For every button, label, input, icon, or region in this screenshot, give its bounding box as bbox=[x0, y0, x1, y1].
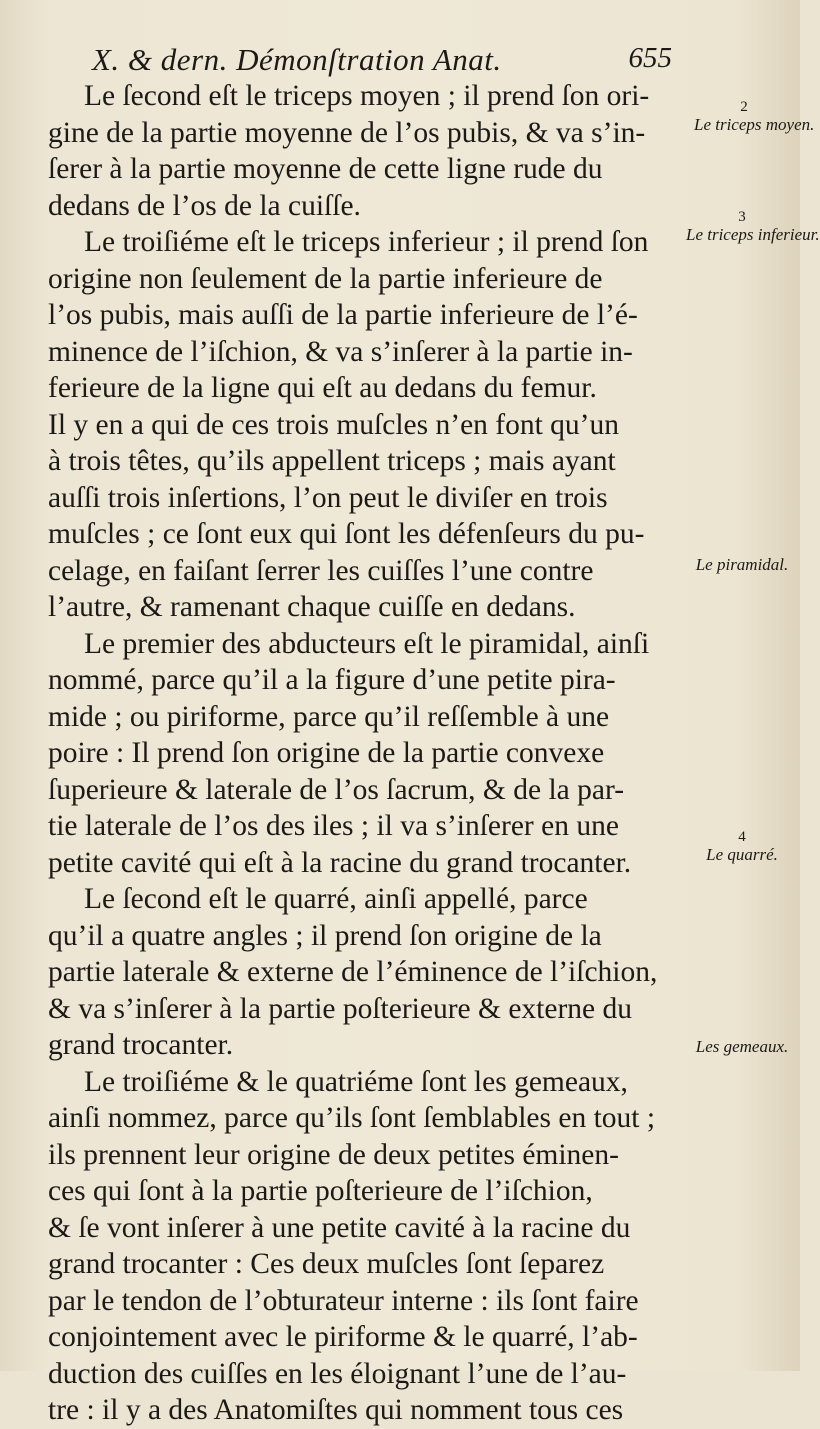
text-line: l’autre, & ramenant chaque cuiſſe en dedans. bbox=[48, 591, 576, 623]
text-line: auſſi trois inſertions, l’on peut le diviſer en trois bbox=[48, 481, 608, 514]
text-line: & va s’inſerer à la partie poſterieure & externe du bbox=[48, 992, 632, 1025]
text-line: Le ſecond eſt le quarré, ainſi appellé, parce bbox=[84, 883, 588, 915]
text-line: duction des cuiſſes en les éloignant l’une de l’au- bbox=[48, 1357, 627, 1390]
text-line: Le troiſiéme & le quatriéme ſont les gemeaux, bbox=[84, 1065, 628, 1098]
text-line: Le premier des abducteurs eſt le piramidal, ainſi bbox=[84, 627, 650, 660]
margin-note-number: 3 bbox=[738, 209, 746, 225]
text-line: mide ; ou piriforme, parce qu’il reſſemble à une bbox=[48, 700, 610, 733]
margin-note bbox=[688, 1038, 796, 1056]
text-line: Il y en a qui de ces trois muſcles n’en font qu’un bbox=[48, 408, 620, 441]
margin-note-label: Le triceps inferieur. bbox=[686, 225, 820, 244]
text-line: ainſi nommez, parce qu’ils ſont ſemblables en tout ; bbox=[48, 1102, 656, 1134]
text-line: à trois têtes, qu’ils appellent triceps ; mais ayant bbox=[48, 445, 616, 477]
text-line: ſuperieure & laterale de l’os ſacrum, & de la par- bbox=[48, 773, 625, 806]
text-line: ces qui ſont à la partie poſterieure de l’iſchion, bbox=[48, 1175, 593, 1207]
text-line: minence de l’iſchion, & va s’inſerer à la partie in- bbox=[48, 335, 633, 368]
text-line: Le ſecond eſt le triceps moyen ; il prend ſon ori- bbox=[84, 80, 650, 112]
page-header bbox=[92, 42, 672, 82]
text-line: petite cavité qui eſt à la racine du grand trocanter. bbox=[48, 846, 632, 879]
text-line: & ſe vont inſerer à une petite cavité à la racine du bbox=[48, 1211, 631, 1244]
margin-note bbox=[686, 208, 820, 244]
text-line: muſcles ; ce ſont eux qui ſont les défenſeurs du pu- bbox=[48, 518, 645, 550]
text-line: nommé, parce qu’il a la figure d’une petite pira- bbox=[48, 664, 616, 696]
text-line: grand trocanter. bbox=[48, 1029, 234, 1061]
text-line: Le troiſiéme eſt le triceps inferieur ; il prend ſon bbox=[84, 226, 649, 258]
margin-note bbox=[694, 98, 815, 134]
margin-note bbox=[690, 828, 794, 864]
margin-note-label: Le piramidal. bbox=[695, 555, 789, 574]
margin-note-label: Le triceps moyen. bbox=[694, 115, 815, 134]
margin-note-number: 4 bbox=[738, 829, 746, 845]
text-line: partie laterale & externe de l’éminence de l’iſchion, bbox=[48, 956, 658, 988]
text-line: gine de la partie moyenne de l’os pubis, & va s’in- bbox=[48, 116, 646, 149]
text-line: poire : Il prend ſon origine de la partie convexe bbox=[48, 737, 605, 769]
text-line: ferieure de la ligne qui eſt au dedans du femur. bbox=[48, 372, 597, 404]
text-line: conjointement avec le piriforme & le quarré, l’ab- bbox=[48, 1321, 638, 1353]
page-number: 655 bbox=[628, 42, 672, 74]
text-line: ils prennent leur origine de deux petites éminen- bbox=[48, 1138, 619, 1171]
text-line: tre : il y a des Anatomiſtes qui nomment tous ces bbox=[48, 1394, 624, 1426]
text-line: dedans de l’os de la cuiſſe. bbox=[48, 189, 361, 222]
text-line: grand trocanter : Ces deux muſcles ſont ſeparez bbox=[48, 1248, 605, 1280]
margin-note-number: 2 bbox=[740, 99, 748, 115]
text-line: origine non ſeulement de la partie inferieure de bbox=[48, 262, 603, 295]
text-line: celage, en faiſant ſerrer les cuiſſes l’une contre bbox=[48, 554, 594, 587]
text-line: tie laterale de l’os des iles ; il va s’inſerer en une bbox=[48, 810, 619, 842]
text-line: l’os pubis, mais auſſi de la partie inferieure de l’é- bbox=[48, 299, 638, 331]
body-text bbox=[48, 78, 688, 1429]
margin-note-label: Le quarré. bbox=[706, 845, 778, 864]
running-head: X. & dern. Démonſtration Anat. bbox=[92, 42, 502, 77]
text-line: qu’il a quatre angles ; il prend ſon origine de la bbox=[48, 919, 602, 952]
margin-notes bbox=[686, 0, 820, 1371]
text-line: ſerer à la partie moyenne de cette ligne rude du bbox=[48, 153, 603, 185]
margin-note-label: Les gemeaux. bbox=[695, 1037, 789, 1056]
margin-note bbox=[690, 556, 794, 574]
text-line: par le tendon de l’obturateur interne : ils ſont faire bbox=[48, 1284, 639, 1317]
